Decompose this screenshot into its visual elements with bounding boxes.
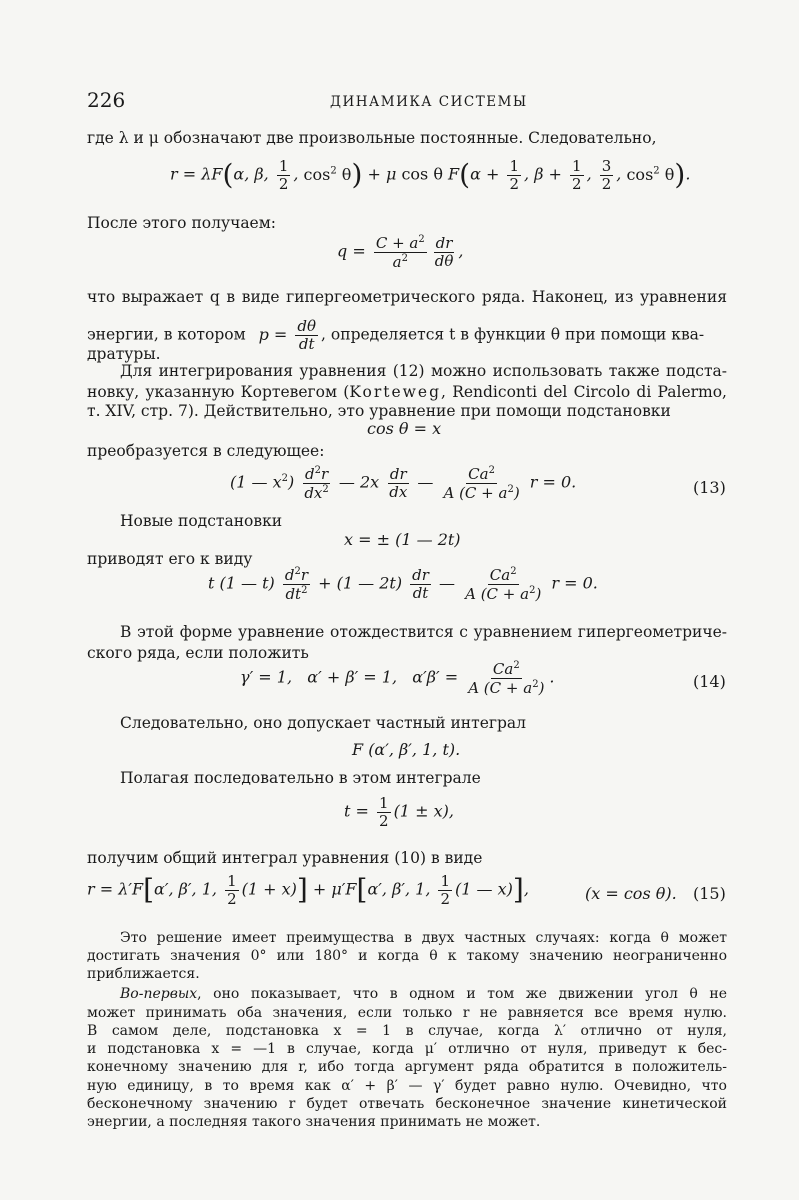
formula-t-sub: t = $\frac{1}{2}$ (1 ± x), — [344, 794, 454, 830]
formula-condition: (x = cos θ). — [585, 884, 677, 903]
text-line: Для интегрирования уравнения (12) можно использовать также подста- — [120, 362, 727, 380]
text-line: что выражает q в виде гипергеометрического ряда. Наконец, из уравнения — [87, 288, 727, 306]
formula-q: q = $\frac{C + a^2}{a^2}$ $\frac{dr}{d\theta}$ , — [337, 234, 464, 271]
small-text-line — [120, 985, 727, 1004]
text-fragment: , оно показывает, что в одном и том же движении угол θ не — [197, 986, 727, 1002]
small-text-line: может принимать оба значения, если только r не равняется все время нулю. — [87, 1005, 727, 1021]
equation-number: (14) — [693, 672, 726, 691]
text-line: Полагая последовательно в этом интеграле — [120, 769, 481, 787]
equation-14: γ′ = 1, α′ + β′ = 1, α′β′ = $\frac{Ca^2}{A (C + a^2)}$ . — [240, 660, 555, 697]
formula-cos-sub: cos θ = x — [367, 419, 442, 438]
text-line: приводят его к виду — [87, 550, 253, 568]
text-line: После этого получаем: — [87, 214, 277, 232]
equation-number: (15) — [693, 884, 726, 903]
equation-number: (13) — [693, 478, 726, 497]
text-fragment: , Rendiconti del Circolo di Palermo, — [441, 383, 727, 401]
text-line-energy — [87, 318, 704, 352]
text-fragment: энергии, в котором — [87, 325, 246, 344]
text-line: Новые подстановки — [120, 512, 283, 530]
small-text-line: и подстановка x = —1 в случае, когда μ′ отлично от нуля, приведут к бес- — [87, 1041, 727, 1057]
text-line: где λ и μ обозначают две произвольные постоянные. Следовательно, — [87, 129, 657, 147]
small-text-line: В самом деле, подстановка x = 1 в случае, когда λ′ отлично от нуля, — [87, 1023, 727, 1039]
emphasis: Во-первых — [120, 986, 198, 1002]
small-text-line: ную единицу, в то время как α′ + β′ — γ′ будет равно нулю. Очевидно, что — [87, 1078, 727, 1094]
formula-partial-integral: F (α′, β′, 1, t). — [352, 740, 461, 759]
formula-x-sub: x = ± (1 — 2t) — [344, 530, 461, 549]
text-fragment: , определяется t в функции θ при помощи ква- — [321, 325, 705, 344]
small-text-line: Это решение имеет преимущества в двух частных случаях: когда θ может — [120, 930, 727, 946]
text-fragment: новку, указанную Кортевегом ( — [87, 383, 350, 401]
text-line: Следовательно, оно допускает частный интеграл — [120, 714, 527, 732]
text-line: получим общий интеграл уравнения (10) в виде — [87, 849, 483, 867]
inline-formula-p: p = $\frac{d\theta}{dt}$ — [258, 317, 317, 353]
text-line: преобразуется в следующее: — [87, 442, 325, 460]
equation-13: (1 — $x^2$) $\frac{d^2r}{dx^2}$ — 2x $\frac{dr}{dx}$ — $\frac{Ca^2}{A (C + a^2)}$ r = 0. — [230, 465, 577, 502]
running-header: ДИНАМИКА СИСТЕМЫ — [330, 94, 528, 110]
formula-r: r = λF(α, β, $\frac{1}{2}$ , $\cos^2 \theta) + \mu$ cos θ F(α + $\frac{1}{2}$ , β + $\frac{1}{2}$ , $\frac{3}{2}$ , $\cos^2 \theta$). — [170, 157, 691, 193]
page-number: 226 — [87, 88, 126, 112]
author-name: Korteweg — [349, 383, 442, 401]
text-line: т. XIV, стр. 7). Действительно, это уравнение при помощи подстановки — [87, 402, 671, 420]
small-text-line: энергии, а последняя такого значения принимать не может. — [87, 1114, 541, 1130]
small-text-line: конечному значению для r, ибо тогда аргумент ряда обратится в положитель- — [87, 1059, 727, 1075]
small-text-line: приближается. — [87, 966, 200, 982]
equation-15: r = λ′F[α′, β′, 1, $\frac{1}{2}$ (1 + x)] + μ′F[α′, β′, 1, $\frac{1}{2}$ (1 — x)], — [87, 872, 529, 908]
small-text-line: достигать значения 0° или 180° и когда θ к такому значению неограниченно — [87, 948, 727, 964]
text-line: ского ряда, если положить — [87, 644, 309, 662]
small-text-line: бесконечному значению r будет отвечать бесконечное значение кинетической — [87, 1096, 727, 1112]
text-line: дратуры. — [87, 345, 161, 363]
equation-t-form: t (1 — t) $\frac{d^2r}{dt^2}$ + (1 — 2t) $\frac{dr}{dt}$ — $\frac{Ca^2}{A (C + a^2)}$ r = 0. — [208, 566, 598, 603]
text-line: В этой форме уравнение отождествится с уравнением гипергеометриче- — [120, 623, 727, 641]
